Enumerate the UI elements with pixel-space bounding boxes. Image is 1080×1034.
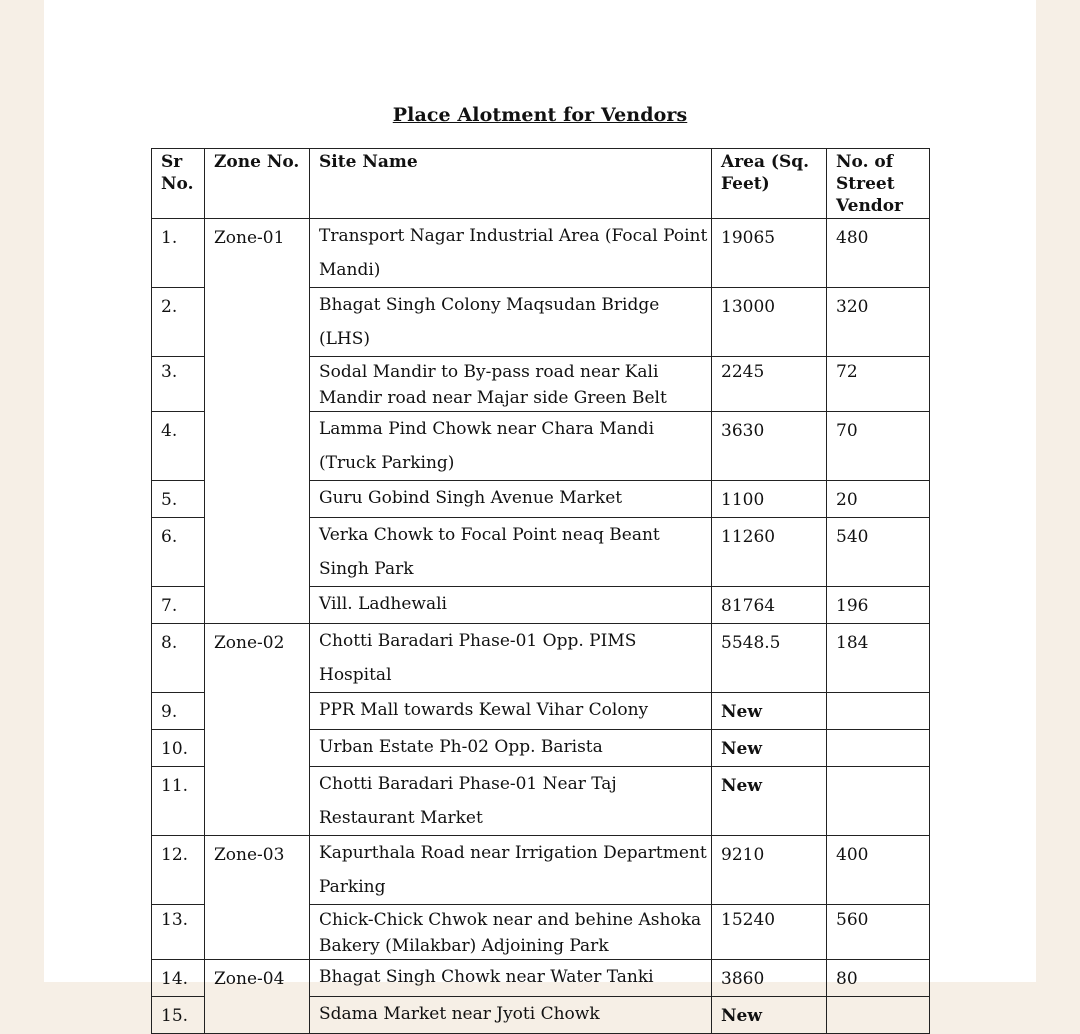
sr-no-cell: 8. xyxy=(152,624,205,693)
area-cell: New xyxy=(712,730,827,767)
sr-no-cell: 7. xyxy=(152,587,205,624)
table-row xyxy=(152,288,930,357)
sr-no-cell: 3. xyxy=(152,357,205,412)
area-cell: 5548.5 xyxy=(712,624,827,693)
table-row xyxy=(152,960,930,997)
zone-cell: Zone-01 xyxy=(205,219,310,288)
site-name-cell: Vill. Ladhewali xyxy=(310,587,712,624)
header-site-name: Site Name xyxy=(310,149,712,219)
vendor-count-cell: 480 xyxy=(827,219,930,288)
table-header-row xyxy=(152,149,930,219)
area-cell: 2245 xyxy=(712,357,827,412)
zone-cell xyxy=(205,693,310,730)
area-cell: New xyxy=(712,767,827,836)
area-cell: 1100 xyxy=(712,481,827,518)
sr-no-cell: 9. xyxy=(152,693,205,730)
header-area: Area (Sq. Feet) xyxy=(712,149,827,219)
sr-no-cell: 15. xyxy=(152,997,205,1034)
vendor-count-cell: 320 xyxy=(827,288,930,357)
zone-cell xyxy=(205,587,310,624)
vendor-count-cell xyxy=(827,730,930,767)
sr-no-cell: 13. xyxy=(152,905,205,960)
table-row xyxy=(152,730,930,767)
zone-cell xyxy=(205,730,310,767)
site-name-cell: Lamma Pind Chowk near Chara Mandi (Truck Parking) xyxy=(310,412,712,481)
site-name-cell: Sodal Mandir to By-pass road near Kali Mandir road near Majar side Green Belt xyxy=(310,357,712,412)
sr-no-cell: 6. xyxy=(152,518,205,587)
table-row xyxy=(152,219,930,288)
area-cell: New xyxy=(712,693,827,730)
area-cell: 9210 xyxy=(712,836,827,905)
site-name-cell: Chotti Baradari Phase-01 Near Taj Restaurant Market xyxy=(310,767,712,836)
site-name-cell: Chick-Chick Chwok near and behine Ashoka Bakery (Milakbar) Adjoining Park xyxy=(310,905,712,960)
header-sr-no: Sr No. xyxy=(152,149,205,219)
sr-no-cell: 10. xyxy=(152,730,205,767)
table-row xyxy=(152,905,930,960)
area-cell: 3630 xyxy=(712,412,827,481)
sr-no-cell: 4. xyxy=(152,412,205,481)
table-row xyxy=(152,518,930,587)
vendor-count-cell xyxy=(827,997,930,1034)
vendor-count-cell: 80 xyxy=(827,960,930,997)
header-vendor-count: No. of Street Vendor xyxy=(827,149,930,219)
zone-cell: Zone-04 xyxy=(205,960,310,997)
site-name-cell: Guru Gobind Singh Avenue Market xyxy=(310,481,712,518)
site-name-cell: Bhagat Singh Colony Maqsudan Bridge (LHS) xyxy=(310,288,712,357)
vendor-count-cell xyxy=(827,767,930,836)
sr-no-cell: 14. xyxy=(152,960,205,997)
sr-no-cell: 5. xyxy=(152,481,205,518)
site-name-cell: Verka Chowk to Focal Point neaq Beant Singh Park xyxy=(310,518,712,587)
vendor-count-cell: 560 xyxy=(827,905,930,960)
area-cell: 3860 xyxy=(712,960,827,997)
table-row xyxy=(152,412,930,481)
zone-cell: Zone-02 xyxy=(205,624,310,693)
table-row xyxy=(152,997,930,1034)
site-name-cell: Transport Nagar Industrial Area (Focal Point Mandi) xyxy=(310,219,712,288)
document-page xyxy=(44,0,1036,1026)
zone-cell xyxy=(205,481,310,518)
header-zone-no: Zone No. xyxy=(205,149,310,219)
site-name-cell: Chotti Baradari Phase-01 Opp. PIMS Hospital xyxy=(310,624,712,693)
vendor-count-cell: 400 xyxy=(827,836,930,905)
vendor-count-cell: 70 xyxy=(827,412,930,481)
vendor-allotment-table xyxy=(151,148,930,1034)
site-name-cell: Bhagat Singh Chowk near Water Tanki xyxy=(310,960,712,997)
zone-cell: Zone-03 xyxy=(205,836,310,905)
vendor-count-cell: 20 xyxy=(827,481,930,518)
zone-cell xyxy=(205,412,310,481)
document-title: Place Alotment for Vendors xyxy=(392,104,688,126)
site-name-cell: Kapurthala Road near Irrigation Department Parking xyxy=(310,836,712,905)
table-row xyxy=(152,481,930,518)
zone-cell xyxy=(205,288,310,357)
site-name-cell: Urban Estate Ph-02 Opp. Barista xyxy=(310,730,712,767)
vendor-count-cell xyxy=(827,693,930,730)
zone-cell xyxy=(205,518,310,587)
area-cell: 11260 xyxy=(712,518,827,587)
zone-cell xyxy=(205,767,310,836)
vendor-count-cell: 540 xyxy=(827,518,930,587)
table-row xyxy=(152,624,930,693)
sr-no-cell: 11. xyxy=(152,767,205,836)
table-row xyxy=(152,587,930,624)
site-name-cell: PPR Mall towards Kewal Vihar Colony xyxy=(310,693,712,730)
area-cell: 15240 xyxy=(712,905,827,960)
vendor-count-cell: 184 xyxy=(827,624,930,693)
area-cell: 81764 xyxy=(712,587,827,624)
site-name-cell: Sdama Market near Jyoti Chowk xyxy=(310,997,712,1034)
zone-cell xyxy=(205,357,310,412)
area-cell: 19065 xyxy=(712,219,827,288)
table-row xyxy=(152,357,930,412)
area-cell: 13000 xyxy=(712,288,827,357)
sr-no-cell: 1. xyxy=(152,219,205,288)
sr-no-cell: 2. xyxy=(152,288,205,357)
table-row xyxy=(152,836,930,905)
zone-cell xyxy=(205,997,310,1034)
sr-no-cell: 12. xyxy=(152,836,205,905)
zone-cell xyxy=(205,905,310,960)
vendor-count-cell: 196 xyxy=(827,587,930,624)
vendor-count-cell: 72 xyxy=(827,357,930,412)
table-row xyxy=(152,767,930,836)
area-cell: New xyxy=(712,997,827,1034)
table-row xyxy=(152,693,930,730)
